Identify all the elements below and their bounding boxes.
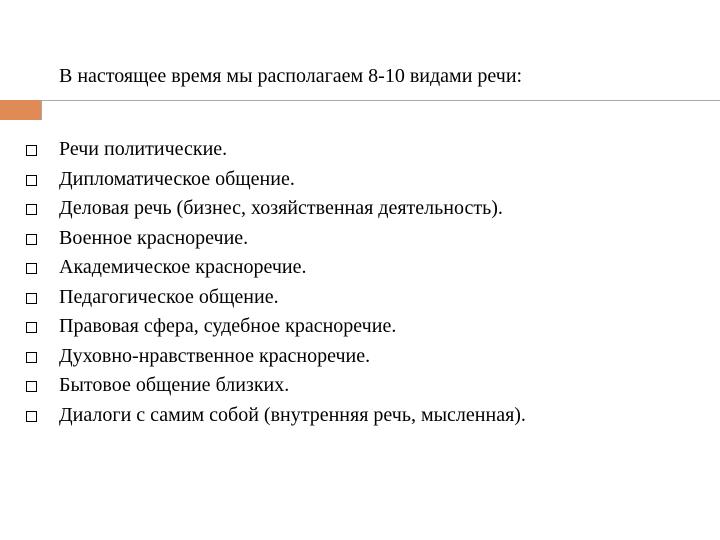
- square-bullet-icon: [26, 234, 37, 245]
- list-item-text: Педагогическое общение.: [59, 285, 279, 308]
- list-item-text: Академическое красноречие.: [59, 256, 307, 278]
- list-item-text: Деловая речь (бизнес, хозяйственная деятельность).: [59, 197, 503, 219]
- square-bullet-icon: [26, 293, 37, 304]
- square-bullet-icon: [26, 352, 37, 363]
- square-bullet-icon: [26, 411, 37, 422]
- accent-square: [0, 100, 41, 120]
- square-bullet-icon: [26, 322, 37, 333]
- square-bullet-icon: [26, 263, 37, 274]
- square-bullet-icon: [26, 145, 37, 156]
- list-item-text: Духовно-нравственное красноречие.: [59, 344, 371, 367]
- list-item-text: Бытовое общение близких.: [59, 374, 290, 396]
- list-item-text: Дипломатическое общение.: [59, 167, 295, 190]
- list-item-text: Речи политические.: [59, 138, 228, 160]
- list-item-text: Диалоги с самим собой (внутренняя речь, мысленная).: [59, 403, 526, 426]
- square-bullet-icon: [26, 381, 37, 392]
- slide-title: В настоящее время мы располагаем 8-10 видами речи:: [59, 65, 523, 87]
- square-bullet-icon: [26, 204, 37, 215]
- title-divider: [41, 100, 720, 101]
- list-item-text: Военное красноречие.: [59, 226, 249, 249]
- list-item-text: Правовая сфера, судебное красноречие.: [59, 315, 397, 337]
- divider-tick: [41, 100, 42, 120]
- square-bullet-icon: [26, 175, 37, 186]
